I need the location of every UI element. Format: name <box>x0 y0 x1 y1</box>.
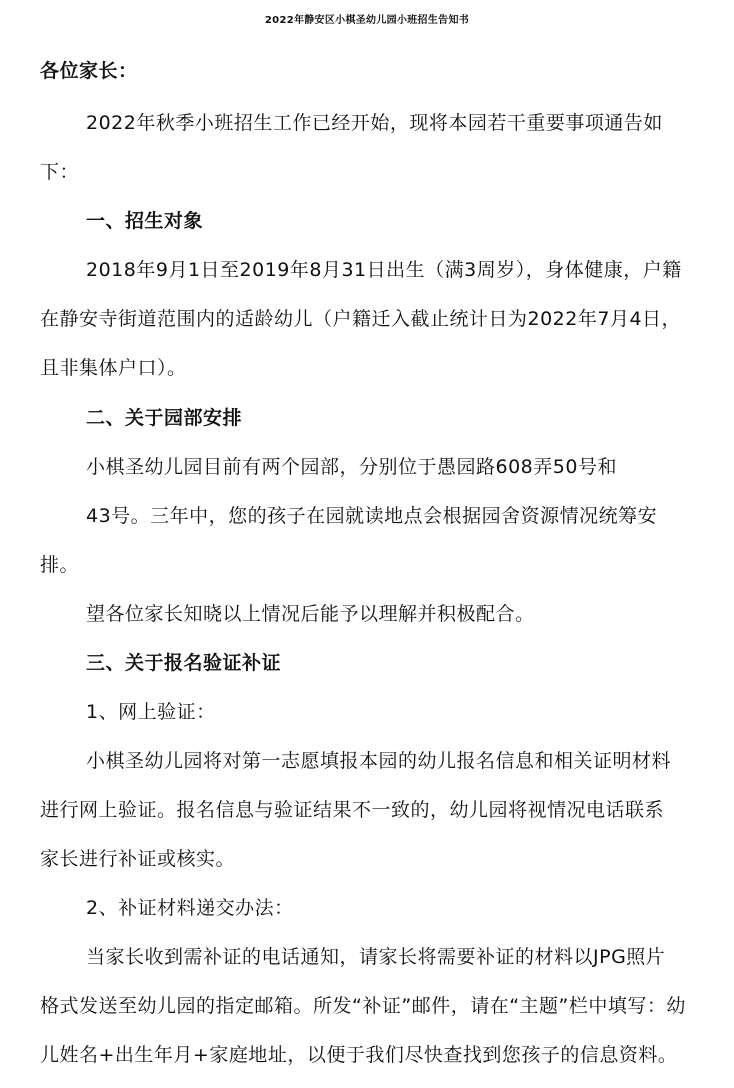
intro-line-1: 2022年秋季小班招生工作已经开始，现将本园若干重要事项通告如 <box>86 112 663 134</box>
section3-heading: 三、关于报名验证补证 <box>86 652 282 674</box>
section1-heading: 一、招生对象 <box>86 210 204 232</box>
intro-line-2: 下： <box>40 161 80 183</box>
section3-sub1-heading: 1、网上验证： <box>86 701 216 723</box>
section1-line-1: 2018年9月1日至2019年8月31日出生（满3周岁），身体健康，户籍 <box>86 259 682 281</box>
salutation: 各位家长： <box>40 60 138 82</box>
section3-sub2-line-3: 儿姓名+出生年月+家庭地址，以便于我们尽快查找到您孩子的信息资料。 <box>40 1044 678 1066</box>
section2-heading: 二、关于园部安排 <box>86 407 243 429</box>
section2-line-1: 小棋圣幼儿园目前有两个园部，分别位于愚园路608弄50号和 <box>86 456 617 478</box>
section3-sub1-line-1: 小棋圣幼儿园将对第一志愿填报本园的幼儿报名信息和相关证明材料 <box>86 750 672 772</box>
section3-sub2-line-1: 当家长收到需补证的电话通知，请家长将需要补证的材料以JPG照片 <box>86 946 666 968</box>
section2-line-2: 43号。三年中，您的孩子在园就读地点会根据园舍资源情况统筹安 <box>86 505 658 527</box>
section3-sub2-line-2: 格式发送至幼儿园的指定邮箱。所发“补证”邮件，请在“主题”栏中填写：幼 <box>40 995 686 1017</box>
section3-sub2-heading: 2、补证材料递交办法： <box>86 897 294 919</box>
document-title: 2022年静安区小棋圣幼儿园小班招生告知书 <box>264 15 470 26</box>
section1-line-3: 且非集体户口）。 <box>40 357 187 379</box>
section3-sub1-line-3: 家长进行补证或核实。 <box>40 848 236 870</box>
section2-line-4: 望各位家长知晓以上情况后能予以理解并积极配合。 <box>86 603 535 625</box>
section2-line-3: 排。 <box>40 554 80 576</box>
section1-line-2: 在静安寺街道范围内的适龄幼儿（户籍迁入截止统计日为2022年7月4日， <box>40 308 682 330</box>
section3-sub1-line-2: 进行网上验证。报名信息与验证结果不一致的，幼儿园将视情况电话联系 <box>40 799 665 821</box>
